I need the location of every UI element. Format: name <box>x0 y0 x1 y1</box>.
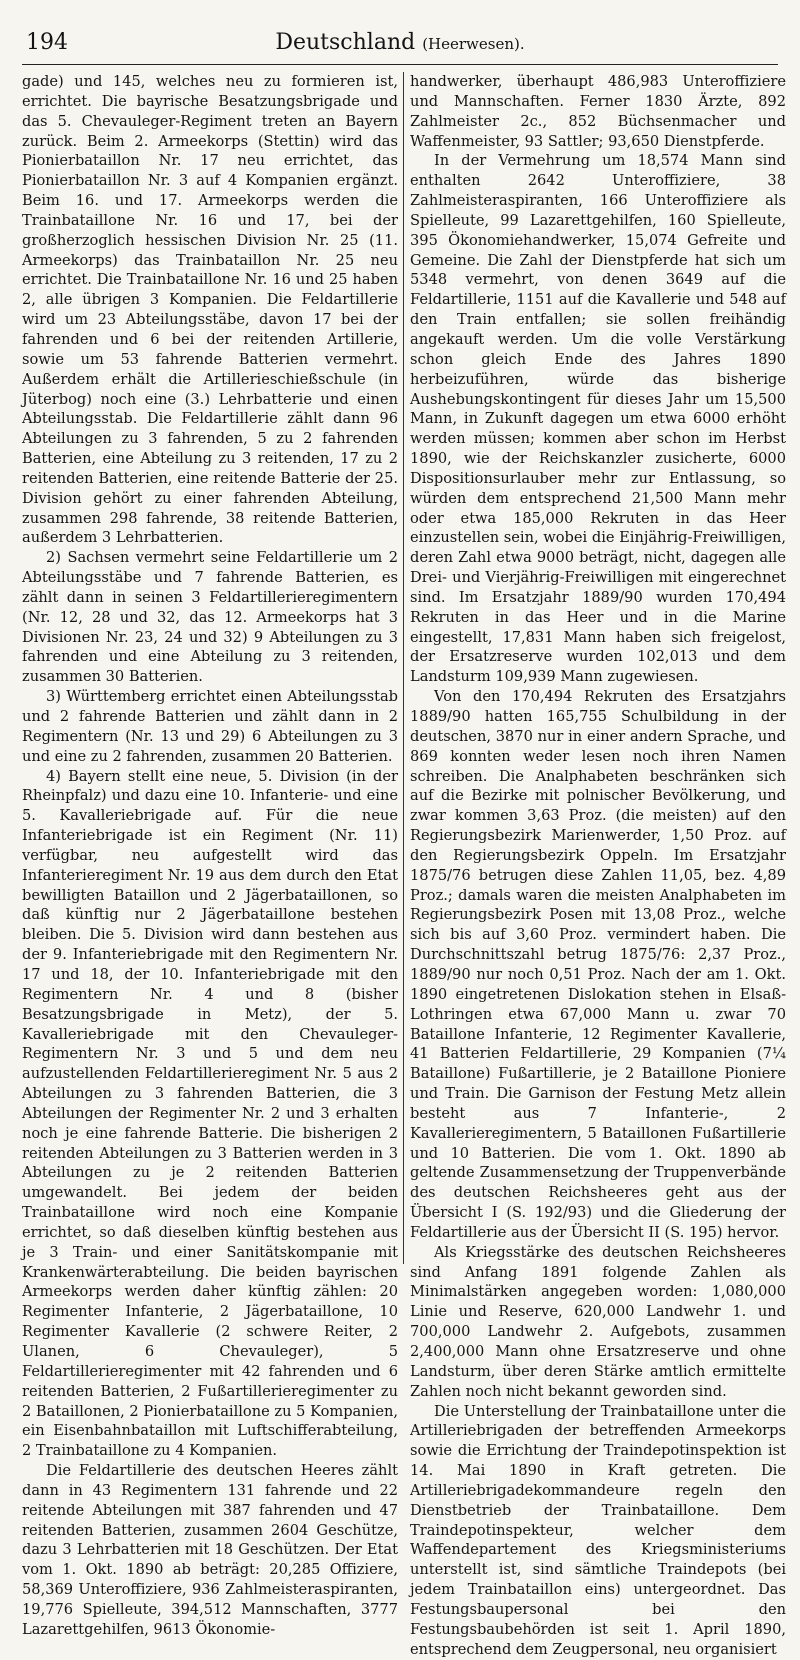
paragraph: 2) Sachsen vermehrt seine Feldartillerie um 2 Abteilungsstäbe und 7 fahrende Batterien, es zählt dann in seinen 3 Feldartillerieregimentern (Nr. 12, 28 und 32, das 12. Armeekorps hat 3 Divisionen Nr. 23, 24 und 32) 9 Abteilungen zu 3 fahrenden und eine Abteilung zu 3 reitenden, zusammen 30 Batterien. <box>22 549 398 686</box>
paragraph: 4) Bayern stellt eine neue, 5. Division (in der Rheinpfalz) und dazu eine 10. Infanterie- und eine 5. Kavalleriebrigade auf. Für die neue Infanteriebrigade ist ein Regiment (Nr. 11) verfügbar, neu aufgestellt wird das Infanterieregiment Nr. 19 aus dem durch den Etat bewilligten Bataillon und 2 Jägerbataillonen, so daß künftig nur 2 Jägerbataillone bestehen bleiben. Die 5. Division wird dann bestehen aus der 9. Infanteriebrigade mit den Regimentern Nr. 17 und 18, der 10. Infanteriebrigade mit den Regimentern Nr. 4 und 8 (bisher Besatzungsbrigade in Metz), der 5. Kavalleriebrigade mit den Chevauleger-Regimentern Nr. 3 und 5 und dem neu aufzustellenden Feldartillerieregiment Nr. 5 aus 2 Abteilungen zu 3 fahrenden Batterien, die 3 Abteilungen der Regimenter Nr. 2 und 3 erhalten noch je eine fahrende Batterie. Die bisherigen 2 reitenden Abteilungen zu 3 Batterien werden in 3 Abteilungen zu je 2 reitenden Batterien umgewandelt. Bei jedem der beiden Trainbataillone wird noch eine Kompanie errichtet, so daß dieselben künftig bestehen aus je 3 Train- und einer Sanitätskompanie mit Krankenwärterabteilung. Die beiden bayrischen Armeekorps werden daher künftig zählen: 20 Regimenter Infanterie, 2 Jägerbataillone, 10 Regimenter Kavallerie (2 schwere Reiter, 2 Ulanen, 6 Chevauleger), 5 Feldartillerieregimenter mit 42 fahrenden und 6 reitenden Batterien, 2 Fußartillerieregimenter zu 2 Bataillonen, 2 Pionierbataillone zu 5 Kompanien, ein Eisenbahnbataillon mit Luftschifferabteilung, 2 Trainbataillone zu 4 Kompanien. <box>22 767 398 1460</box>
running-title-sub: (Heerwesen). <box>422 35 525 53</box>
right-column <box>410 72 786 1658</box>
paragraph: Als Kriegsstärke des deutschen Reichsheeres sind Anfang 1891 folgende Zahlen als Minimalstärken angegeben worden: 1,080,000 Linie und Reserve, 620,000 Landwehr 1. und 700,000 Landwehr 2. Aufgebots, zusammen 2,400,000 Mann ohne Ersatzreserve und ohne Landsturm, über deren Stärke amtlich ermittelte Zahlen noch nicht bekannt geworden sind. <box>410 1243 786 1400</box>
paragraph: gade) und 145, welches neu zu formieren ist, errichtet. Die bayrische Besatzungsbrigade und das 5. Chevauleger-Regiment treten an Bayern zurück. Beim 2. Armeekorps (Stettin) wird das Pionierbataillon Nr. 17 neu errichtet, das Pionierbataillon Nr. 3 auf 4 Kompanien ergänzt. Beim 16. und 17. Armeekorps werden die Trainbataillone Nr. 16 und 17, bei der großherzoglich hessischen Division Nr. 25 (11. Armeekorps) das Trainbataillon Nr. 25 neu errichtet. Die Trainbataillone Nr. 16 und 25 haben 2, alle übrigen 3 Kompanien. Die Feldartillerie wird um 23 Abteilungsstäbe, davon 17 bei der fahrenden und 6 bei der reitenden Artillerie, sowie um 53 fahrende Batterien vermehrt. Außerdem erhält die Artillerieschießschule (in Jüterbog) noch eine (3.) Lehrbatterie und einen Abteilungsstab. Die Feldartillerie zählt dann 96 Abteilungen zu 3 fahrenden, 5 zu 2 fahrenden Batterien, eine Abteilung zu 3 reitenden, 17 zu 2 reitenden Batterien, eine reitende Batterie der 25. Division gehört zu einer fahrenden Abteilung, zusammen 298 fahrende, 38 reitende Batterien, außerdem 3 Lehrbatterien. <box>22 73 398 547</box>
paragraph: Die Unterstellung der Trainbataillone unter die Artilleriebrigaden der betreffenden Armeekorps sowie die Errichtung der Traindepotinspektion ist 14. Mai 1890 in Kraft getreten. Die Artilleriebrigadekommandeure regeln den Dienstbetrieb der Trainbataillone. Dem Traindepotinspekteur, welcher dem Waffendepartement des Kriegsministeriums unterstellt ist, sind sämtliche Traindepots (bei jedem Trainbataillon eins) untergeordnet. Das Festungsbaupersonal bei den Festungsbaubehörden ist seit 1. April 1890, entsprechend dem Zeugpersonal, neu organisiert <box>410 1402 786 1658</box>
paragraph: Von den 170,494 Rekruten des Ersatzjahrs 1889/90 hatten 165,755 Schulbildung in der deutschen, 3870 nur in einer andern Sprache, und 869 konnten weder lesen noch ihren Namen schreiben. Die Analphabeten beschränken sich auf die Bezirke mit polnischer Bevölkerung, und zwar kommen 3,63 Proz. (die meisten) auf den Regierungsbezirk Marienwerder, 1,50 Proz. auf den Regierungsbezirk Oppeln. Im Ersatzjahr 1875/76 betrugen diese Zahlen 11,05, bez. 4,89 Proz.; damals waren die meisten Analphabeten im Regierungsbezirk Posen mit 13,08 Proz., welche sich bis auf 3,60 Proz. vermindert haben. Die Durchschnittszahl betrug 1875/76: 2,37 Proz., 1889/90 nur noch 0,51 Proz. Nach der am 1. Okt. 1890 eingetretenen Dislokation stehen in Elsaß-Lothringen etwa 67,000 Mann u. zwar 70 Bataillone Infanterie, 12 Regimenter Kavallerie, 41 Batterien Feldartillerie, 29 Kompanien (7¼ Bataillone) Fußartillerie, je 2 Bataillone Pioniere und Train. Die Garnison der Festung Metz allein besteht aus 7 Infanterie-, 2 Kavallerieregimentern, 5 Bataillonen Fußartillerie und 10 Batterien. Die vom 1. Okt. 1890 ab geltende Zusammensetzung der Truppenverbände des deutschen Reichsheeres geht aus der Übersicht I (S. 192/93) und die Gliederung der Feldartillerie aus der Übersicht II (S. 195) hervor. <box>410 688 786 1241</box>
page-number: 194 <box>26 30 68 55</box>
page-header <box>22 28 778 65</box>
left-column <box>22 72 398 1638</box>
running-title-main: Deutschland <box>275 30 416 55</box>
paragraph: handwerker, überhaupt 486,983 Unteroffiziere und Mannschaften. Ferner 1830 Ärzte, 892 Zahlmeister 2c., 852 Büchsenmacher und Waffenmeister, 93 Sattler; 93,650 Dienstpferde. <box>410 73 786 150</box>
paragraph: In der Vermehrung um 18,574 Mann sind enthalten 2642 Unteroffiziere, 38 Zahlmeisteraspiranten, 166 Unteroffiziere als Spielleute, 99 Lazarettgehilfen, 160 Spielleute, 395 Ökonomiehandwerker, 15,074 Gefreite und Gemeine. Die Zahl der Dienstpferde hat sich um 5348 vermehrt, von denen 3649 auf die Feldartillerie, 1151 auf die Kavallerie und 548 auf den Train entfallen; sie sollen freihändig angekauft werden. Um die volle Verstärkung schon gleich Ende des Jahres 1890 herbeizuführen, würde das bisherige Aushebungskontingent für dieses Jahr um 15,500 Mann, in Zukunft dagegen um etwa 6000 erhöht werden müssen; kommen aber schon im Herbst 1890, wie der Reichskanzler zusicherte, 6000 Dispositionsurlauber mehr zur Entlassung, so würden dem entsprechend 21,500 Mann mehr oder etwa 185,000 Rekruten in das Heer einzustellen sein, wobei die Einjährig-Freiwilligen, deren Zahl etwa 9000 beträgt, nicht, dagegen alle Drei- und Vierjährig-Freiwilligen mit eingerechnet sind. Im Ersatzjahr 1889/90 wurden 170,494 Rekruten in das Heer und in die Marine eingestellt, 17,831 Mann haben sich freigelost, der Ersatzreserve wurden 102,013 und dem Landsturm 109,939 Mann zugewiesen. <box>410 152 786 686</box>
paragraph: Die Feldartillerie des deutschen Heeres zählt dann in 43 Regimentern 131 fahrende und 22 reitende Abteilungen mit 387 fahrenden und 47 reitenden Batterien, zusammen 2604 Geschütze, dazu 3 Lehrbatterien mit 18 Geschützen. Der Etat vom 1. Okt. 1890 ab beträgt: 20,285 Offiziere, 58,369 Unteroffiziere, 936 Zahlmeisteraspiranten, 19,776 Spielleute, 394,512 Mannschaften, 3777 Lazarettgehilfen, 9613 Ökonomie- <box>22 1462 398 1638</box>
paragraph: 3) Württemberg errichtet einen Abteilungsstab und 2 fahrende Batterien und zählt dann in 2 Regimentern (Nr. 13 und 29) 6 Abteilungen zu 3 und eine zu 2 fahrenden, zusammen 20 Batterien. <box>22 688 398 765</box>
column-divider <box>403 72 404 1264</box>
running-title <box>22 30 778 55</box>
